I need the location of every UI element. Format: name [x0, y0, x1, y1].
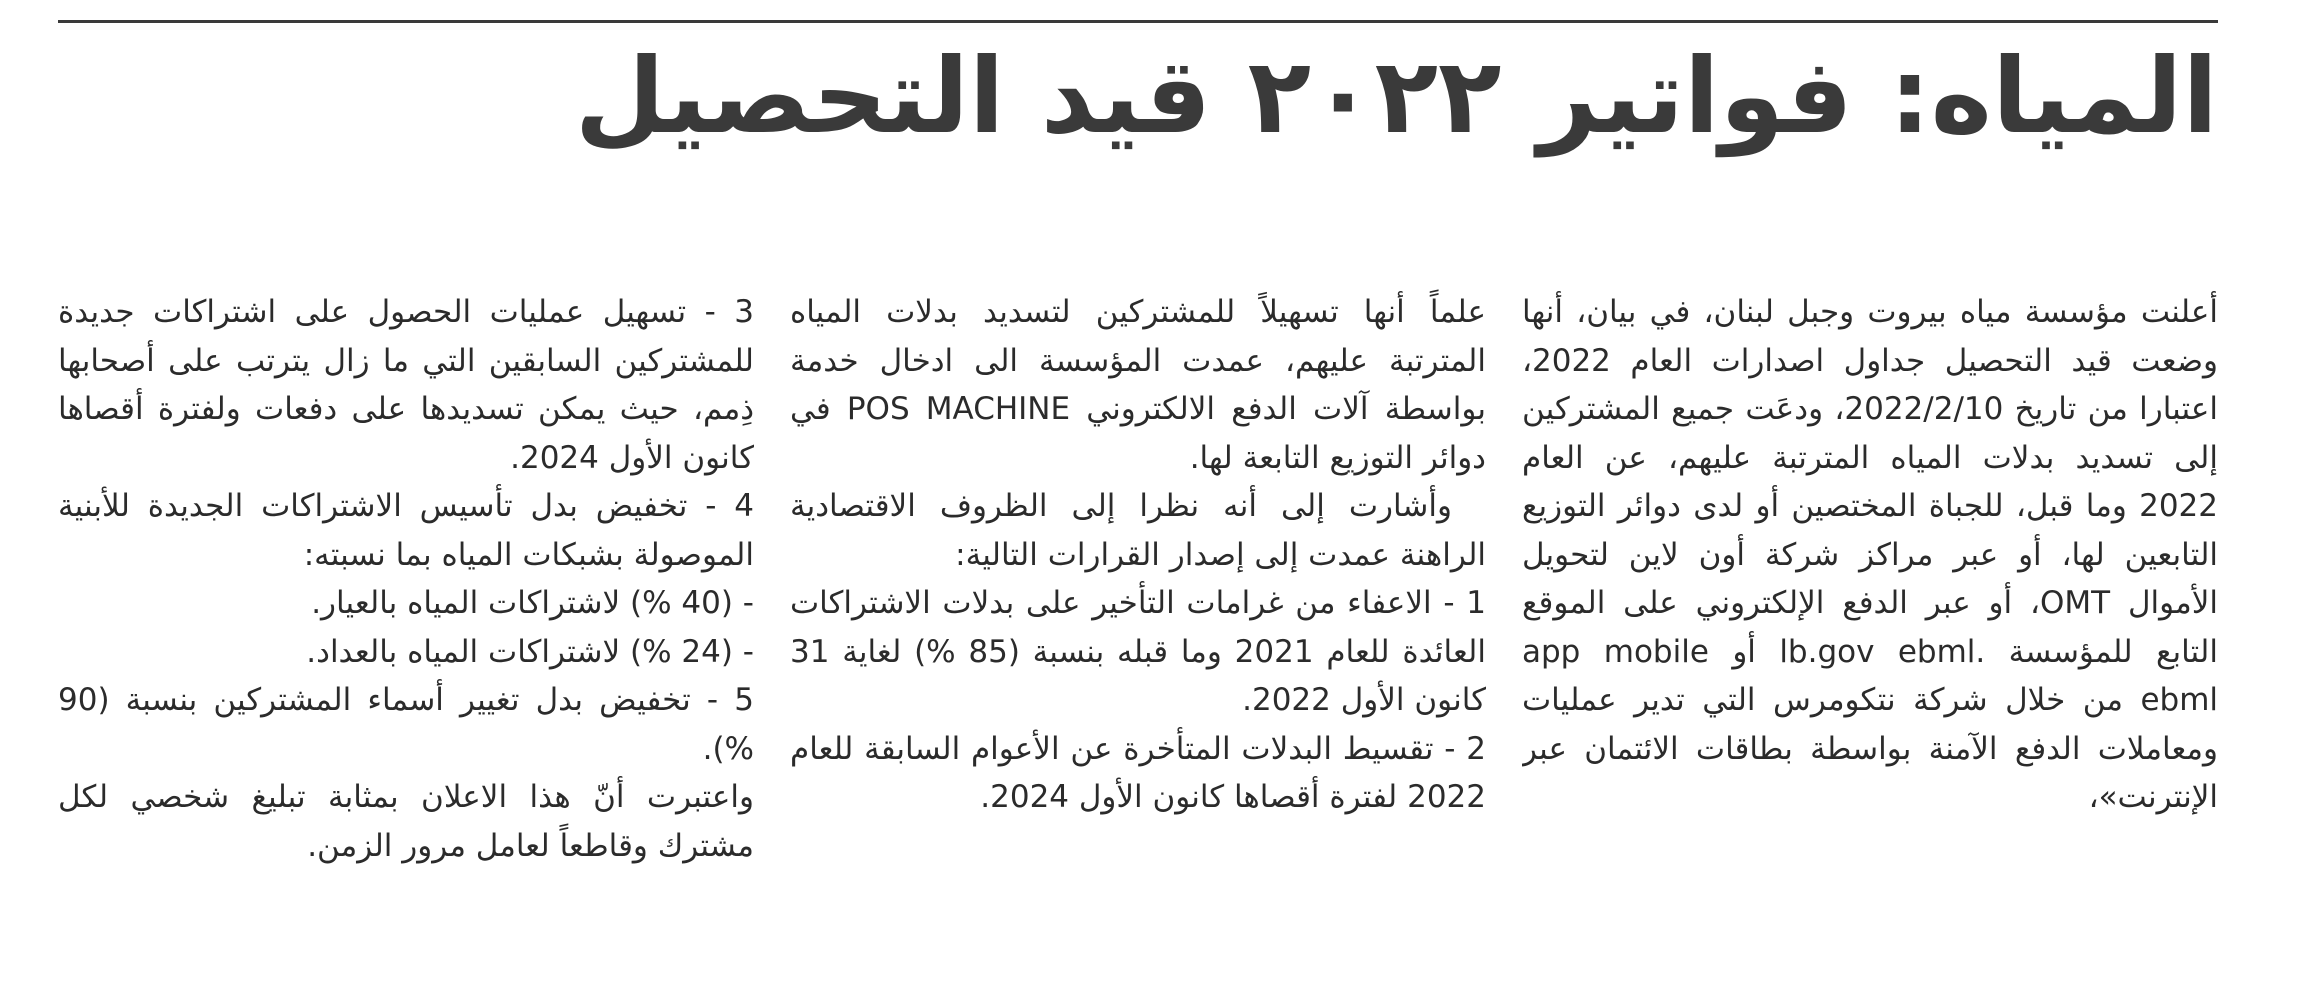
paragraph: أعلنت مؤسسة مياه بيروت وجبل لبنان، في بيان، أنها وضعت قيد التحصيل جداول اصدارات العام 2022، اعتبارا من تاريخ 2022/2/10، ودعَت جميع المشتركين إلى تسديد بدلات المياه المترتبة عليهم، عن العام 2022 وما قبل، للجباة المختصين أو لدى دوائر التوزيع التابعين لها، أو عبر مراكز شركة أون لاين لتحويل الأموال OMT، أو عبر الدفع الإلكتروني على الموقع التابع للمؤسسة .lb.gov ebml أو app mobile ebml من خلال شركة نتكومرس التي تدير عمليات ومعاملات الدفع الآمنة بواسطة بطاقات الائتمان عبر الإنترنت»،	[1522, 294, 2218, 815]
column-1	[1522, 288, 2218, 928]
numbered-item: 3 - تسهيل عمليات الحصول على اشتراكات جديدة للمشتركين السابقين التي ما زال يترتب على أصحابها ذِمم، حيث يمكن تسديدها على دفعات ولفترة أقصاها كانون الأول 2024.	[58, 294, 754, 476]
paragraph: واعتبرت أنّ هذا الاعلان بمثابة تبليغ شخصي لكل مشترك وقاطعاً لعامل مرور الزمن.	[58, 779, 754, 864]
column-2	[790, 288, 1486, 928]
list-item: - (24 %) لاشتراكات المياه بالعداد.	[306, 633, 754, 670]
article-body	[58, 288, 2218, 928]
numbered-item: 1 - الاعفاء من غرامات التأخير على بدلات الاشتراكات العائدة للعام 2021 وما قبله بنسبة (85 %) لغاية 31 كانون الأول 2022.	[790, 585, 1486, 718]
numbered-item: 4 - تخفيض بدل تأسيس الاشتراكات الجديدة للأبنية الموصولة بشبكات المياه بما نسبته:	[58, 488, 754, 573]
paragraph: علماً أنها تسهيلاً للمشتركين لتسديد بدلات المياه المترتبة عليهم، عمدت المؤسسة الى ادخال خدمة بواسطة آلات الدفع الالكتروني POS MACHINE في دوائر التوزيع التابعة لها.	[790, 294, 1486, 476]
numbered-item: 5 - تخفيض بدل تغيير أسماء المشتركين بنسبة (90 %).	[58, 682, 754, 767]
headline: المياه: فواتير ٢٠٢٢ قيد التحصيل	[574, 35, 2218, 157]
list-item: - (40 %) لاشتراكات المياه بالعيار.	[311, 585, 754, 621]
column-3	[58, 288, 754, 928]
top-rule	[58, 20, 2218, 23]
numbered-item: 2 - تقسيط البدلات المتأخرة عن الأعوام السابقة للعام 2022 لفترة أقصاها كانون الأول 2024.	[790, 730, 1486, 815]
paragraph: وأشارت إلى أنه نظرا إلى الظروف الاقتصادية الراهنة عمدت إلى إصدار القرارات التالية:	[790, 488, 1486, 573]
